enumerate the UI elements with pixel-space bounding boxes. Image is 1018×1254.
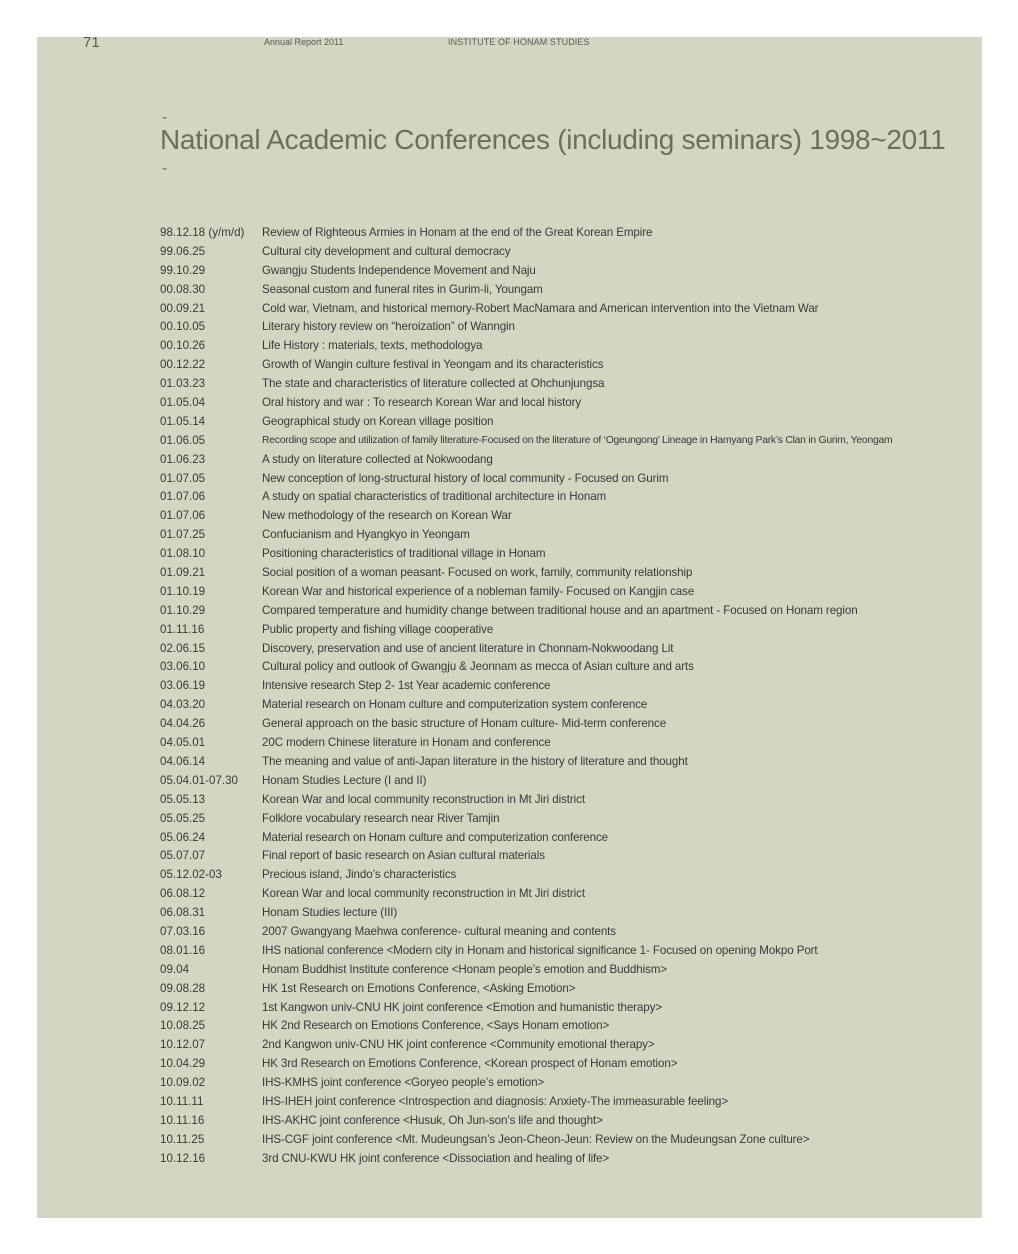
conference-date: 01.07.25	[160, 528, 206, 542]
conference-date: 99.10.29	[160, 263, 206, 277]
conference-title: Review of Righteous Armies in Honam at the end of the Great Korean Empire	[262, 226, 653, 239]
conference-date: 10.12.07	[160, 1038, 206, 1052]
conference-row	[160, 923, 960, 942]
conference-title: 2nd Kangwon univ-CNU HK joint conference <Community emotional therapy>	[262, 1038, 655, 1052]
conference-date: 01.07.05	[160, 471, 206, 485]
title-dash-top: -	[162, 109, 168, 126]
conference-row	[160, 734, 960, 753]
conference-date: 05.04.01-07.30	[160, 773, 239, 787]
conference-title: Material research on Honam culture and computerization system conference	[262, 698, 648, 712]
conference-date: 01.07.06	[160, 509, 206, 523]
conference-row	[160, 772, 960, 791]
conference-row	[160, 545, 960, 564]
conference-row	[160, 1017, 960, 1036]
conference-date: 01.09.21	[160, 566, 206, 580]
conference-title: Honam Studies Lecture (I and II)	[262, 773, 427, 787]
conference-row	[160, 432, 960, 451]
conference-row	[160, 281, 960, 300]
conference-title: Compared temperature and humidity change between traditional house and an apartment - Focused on Honam region	[262, 603, 858, 617]
conference-row	[160, 1093, 960, 1112]
conference-row	[160, 583, 960, 602]
conference-title: Honam Studies lecture (III)	[262, 906, 398, 920]
conference-title: Korean War and local community reconstruction in Mt Jiri district	[262, 792, 585, 806]
conference-date: 10.11.11	[160, 1094, 204, 1108]
conference-date: 10.11.25	[160, 1132, 205, 1146]
conference-row	[160, 526, 960, 545]
conference-title: General approach on the basic structure of Honam culture- Mid-term conference	[262, 717, 667, 731]
conference-title: 20C modern Chinese literature in Honam and conference	[262, 736, 551, 750]
conference-row	[160, 243, 960, 262]
conference-date: 04.06.14	[160, 754, 206, 768]
conference-row	[160, 810, 960, 829]
conference-row	[160, 1112, 960, 1131]
conference-date: 10.08.25	[160, 1019, 206, 1033]
conference-row	[160, 942, 960, 961]
conference-row	[160, 621, 960, 640]
conference-row	[160, 1074, 960, 1093]
conference-date: 00.10.26	[160, 339, 206, 353]
conference-title: HK 3rd Research on Emotions Conference, <Korean prospect of Honam emotion>	[262, 1057, 678, 1071]
conference-date: 08.01.16	[160, 943, 206, 957]
conference-row	[160, 1131, 960, 1150]
conference-date: 05.05.25	[160, 811, 206, 825]
conference-date: 05.12.02-03	[160, 868, 222, 882]
conference-title: Honam Buddhist Institute conference <Honam people’s emotion and Buddhism>	[262, 962, 667, 976]
conference-row	[160, 753, 960, 772]
conference-title: New conception of long-structural history of local community - Focused on Gurim	[262, 471, 669, 485]
conference-title: Positioning characteristics of traditional village in Honam	[262, 547, 546, 561]
conference-row	[160, 318, 960, 337]
conference-title: IHS-CGF joint conference <Mt. Mudeungsan’s Jeon-Cheon-Jeun: Review on the Mudeungsan Zone culture>	[262, 1132, 810, 1146]
conference-title: Discovery, preservation and use of ancient literature in Chonnam-Nokwoodang Lit	[262, 641, 674, 655]
conference-row	[160, 262, 960, 281]
conference-title: 2007 Gwangyang Maehwa conference- cultural meaning and contents	[262, 924, 616, 938]
conference-row	[160, 507, 960, 526]
conference-title: Social position of a woman peasant- Focused on work, family, community relationship	[262, 566, 693, 580]
conference-date: 00.12.22	[160, 358, 206, 372]
conference-title: The state and characteristics of literature collected at Ohchunjungsa	[262, 377, 605, 391]
header-institute-name: INSTITUTE OF HONAM STUDIES	[448, 37, 590, 47]
conference-date: 01.07.06	[160, 490, 206, 504]
conference-row	[160, 356, 960, 375]
conference-row	[160, 1055, 960, 1074]
conference-row	[160, 999, 960, 1018]
conference-title: Recording scope and utilization of family literature-Focused on the literature of ‘Ogeungong’ Lineage in Hamyang Park’s Clan in Gurim, Yeongam	[262, 434, 893, 446]
conference-list	[160, 224, 960, 1169]
conference-date: 01.06.05	[160, 433, 206, 447]
conference-date: 99.06.25	[160, 244, 206, 258]
conference-date: 09.12.12	[160, 1000, 206, 1014]
conference-date: 05.05.13	[160, 792, 206, 806]
conference-title: Korean War and historical experience of a nobleman family- Focused on Kangjin case	[262, 584, 695, 598]
conference-title: A study on literature collected at Nokwoodang	[262, 452, 493, 466]
conference-date: 04.05.01	[160, 736, 206, 750]
conference-date: 07.03.16	[160, 924, 206, 938]
conference-row	[160, 866, 960, 885]
conference-title: 1st Kangwon univ-CNU HK joint conference <Emotion and humanistic therapy>	[262, 1000, 662, 1014]
conference-date: 01.05.14	[160, 414, 206, 428]
conference-row	[160, 961, 960, 980]
conference-title: New methodology of the research on Korean War	[262, 509, 512, 523]
conference-row	[160, 451, 960, 470]
conference-title: Korean War and local community reconstruction in Mt Jiri district	[262, 887, 585, 901]
conference-title: Precious island, Jindo’s characteristics	[262, 868, 457, 882]
conference-title: Material research on Honam culture and computerization conference	[262, 830, 609, 844]
conference-row	[160, 847, 960, 866]
conference-date: 01.10.29	[160, 603, 206, 617]
conference-date: 09.04	[160, 962, 190, 976]
conference-date: 04.03.20	[160, 698, 206, 712]
conference-title: Public property and fishing village cooperative	[262, 622, 494, 636]
conference-row	[160, 904, 960, 923]
conference-row	[160, 602, 960, 621]
conference-date: 98.12.18 (y/m/d)	[160, 226, 245, 239]
conference-title: Life History : materials, texts, methodologya	[262, 339, 483, 353]
conference-title: Cold war, Vietnam, and historical memory-Robert MacNamara and American intervention into the Vietnam War	[262, 301, 819, 315]
conference-date: 10.09.02	[160, 1076, 206, 1090]
conference-row	[160, 224, 960, 243]
conference-title: Folklore vocabulary research near River Tamjin	[262, 811, 500, 825]
conference-row	[160, 715, 960, 734]
conference-date: 01.11.16	[160, 622, 205, 636]
conference-row	[160, 1036, 960, 1055]
conference-row	[160, 394, 960, 413]
conference-title: IHS-KMHS joint conference <Goryeo people’s emotion>	[262, 1076, 545, 1090]
conference-title: Cultural city development and cultural democracy	[262, 244, 511, 258]
conference-date: 01.05.04	[160, 396, 206, 410]
conference-title: Cultural policy and outlook of Gwangju & Jeonnam as mecca of Asian culture and arts	[262, 660, 694, 674]
conference-row	[160, 470, 960, 489]
conference-date: 10.12.16	[160, 1151, 206, 1165]
conference-date: 01.03.23	[160, 377, 206, 391]
conference-title: IHS national conference <Modern city in Honam and historical significance 1- Focused on opening Mokpo Port	[262, 943, 818, 957]
conference-title: Gwangju Students Independence Movement and Naju	[262, 263, 536, 277]
conference-date: 00.10.05	[160, 320, 206, 334]
conference-row	[160, 337, 960, 356]
conference-row	[160, 375, 960, 394]
conference-date: 10.11.16	[160, 1113, 205, 1127]
conference-title: A study on spatial characteristics of traditional architecture in Honam	[262, 490, 607, 504]
conference-title: The meaning and value of anti-Japan literature in the history of literature and thought	[262, 754, 688, 768]
conference-title: Literary history review on “heroization” of Wanngin	[262, 320, 515, 334]
conference-row	[160, 564, 960, 583]
page-title: National Academic Conferences (including seminars) 1998~2011	[160, 124, 946, 155]
conference-date: 05.06.24	[160, 830, 206, 844]
conference-row	[160, 300, 960, 319]
conference-row	[160, 658, 960, 677]
conference-title: HK 1st Research on Emotions Conference, <Asking Emotion>	[262, 981, 576, 995]
conference-title: Seasonal custom and funeral rites in Gurim-li, Youngam	[262, 282, 543, 296]
conference-date: 09.08.28	[160, 981, 206, 995]
conference-date: 06.08.31	[160, 906, 206, 920]
conference-row	[160, 488, 960, 507]
conference-row	[160, 980, 960, 999]
conference-title: Oral history and war : To research Korean War and local history	[262, 396, 582, 410]
conference-title: Geographical study on Korean village position	[262, 414, 494, 428]
conference-title: HK 2nd Research on Emotions Conference, <Says Honam emotion>	[262, 1019, 610, 1033]
conference-row	[160, 640, 960, 659]
conference-date: 03.06.10	[160, 660, 206, 674]
conference-row	[160, 791, 960, 810]
conference-date: 01.10.19	[160, 584, 206, 598]
conference-title: IHS-IHEH joint conference <Introspection and diagnosis: Anxiety-The immeasurable feeling>	[262, 1094, 729, 1108]
conference-date: 02.06.15	[160, 641, 206, 655]
page-number: 71	[83, 34, 100, 51]
conference-date: 05.07.07	[160, 849, 206, 863]
conference-date: 00.08.30	[160, 282, 206, 296]
conference-title: Growth of Wangin culture festival in Yeongam and its characteristics	[262, 358, 604, 372]
conference-date: 03.06.19	[160, 679, 206, 693]
conference-row	[160, 885, 960, 904]
conference-title: 3rd CNU-KWU HK joint conference <Dissociation and healing of life>	[262, 1151, 610, 1165]
title-dash-bottom: -	[162, 160, 168, 177]
conference-row	[160, 696, 960, 715]
conference-title: IHS-AKHC joint conference <Husuk, Oh Jun-son’s life and thought>	[262, 1113, 603, 1127]
conference-title: Confucianism and Hyangkyo in Yeongam	[262, 528, 470, 542]
conference-date: 01.06.23	[160, 452, 206, 466]
conference-row	[160, 677, 960, 696]
conference-date: 06.08.12	[160, 887, 206, 901]
conference-row	[160, 413, 960, 432]
conference-title: Final report of basic research on Asian cultural materials	[262, 849, 545, 863]
conference-date: 01.08.10	[160, 547, 206, 561]
conference-row	[160, 829, 960, 848]
conference-date: 10.04.29	[160, 1057, 206, 1071]
conference-date: 00.09.21	[160, 301, 206, 315]
conference-row	[160, 1150, 960, 1169]
conference-date: 04.04.26	[160, 717, 206, 731]
conference-title: Intensive research Step 2- 1st Year academic conference	[262, 679, 551, 693]
header-report-title: Annual Report 2011	[264, 37, 344, 47]
